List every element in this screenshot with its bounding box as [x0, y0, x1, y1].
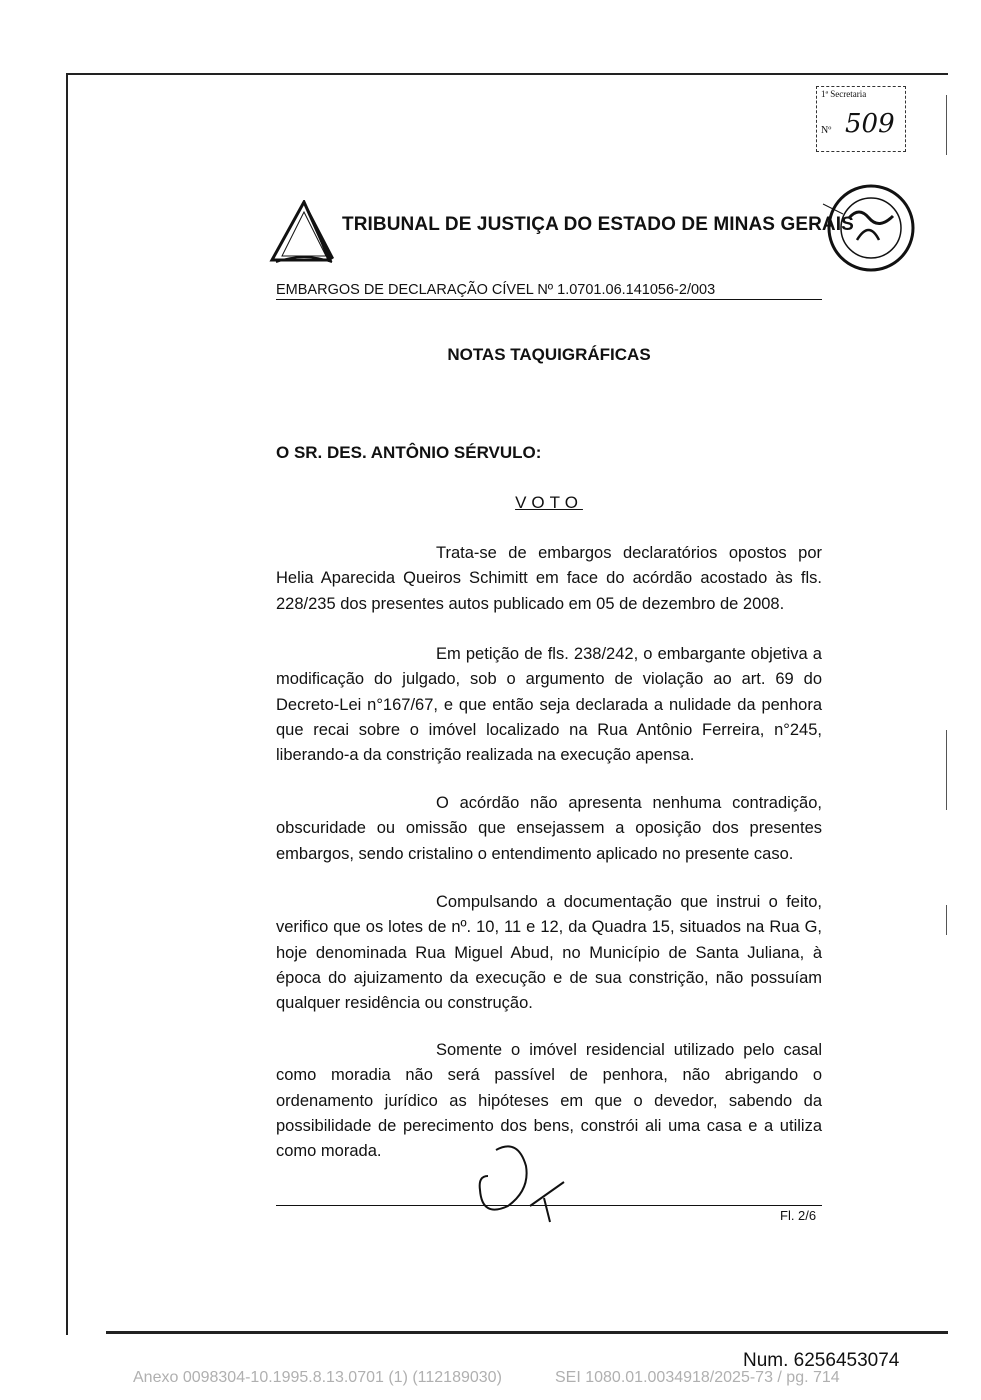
- scan-edge-mark: [946, 730, 947, 810]
- vote-title: VOTO: [515, 493, 583, 512]
- document-number: Num. 6256453074: [743, 1350, 900, 1371]
- section-title: NOTAS TAQUIGRÁFICAS: [447, 345, 651, 364]
- paragraph-4: Compulsando a documentação que instrui o feito, verifico que os lotes de nº. 10, 11 e 12, da Quadra 15, situados na Rua G, hoje denominada Rua Miguel Abud, no Município de Santa Juliana, à época do ajuizamento da execução e de sua constrição, não possuíam qualquer residência ou construção.: [276, 893, 822, 1013]
- handwritten-signature: [468, 1140, 568, 1225]
- court-seal-icon: [813, 184, 917, 272]
- footer-annex: Anexo 0098304-10.1995.8.13.0701 (1) (112189030): [133, 1369, 502, 1386]
- case-number-line: EMBARGOS DE DECLARAÇÃO CÍVEL Nº 1.0701.06.141056-2/003: [276, 282, 822, 300]
- page-frame-left: [66, 73, 68, 1335]
- paragraph-3: O acórdão não apresenta nenhuma contradição, obscuridade ou omissão que ensejassem a oposição dos presentes embargos, sendo cristalino o entendimento aplicado no presente caso.: [276, 794, 822, 863]
- scan-edge-mark: [946, 95, 947, 155]
- stamp-no-label: Nº: [821, 125, 832, 136]
- paragraph-1: Trata-se de embargos declaratórios opostos por Helia Aparecida Queiros Schimitt em face do acórdão acostado às fls. 228/235 dos presentes autos publicado em 05 de dezembro de 2008.: [276, 544, 822, 613]
- court-logo-icon: [268, 200, 338, 266]
- paragraph-2: Em petição de fls. 238/242, o embargante objetiva a modificação do julgado, sob o argumento de violação ao art. 69 do Decreto-Lei n°167/67, e que então seja declarada a nulidade da penhora que recai sobre o imóvel localizado na Rua Antônio Ferreira, n°245, liberando-a da constrição realizada na execução apensa.: [276, 645, 822, 765]
- speaker-heading: O SR. DES. ANTÔNIO SÉRVULO:: [276, 443, 542, 462]
- paragraph-5: Somente o imóvel residencial utilizado pelo casal como moradia não será passível de penhora, não abrigando o ordenamento jurídico as hipóteses em que o devedor, sabendo da possibilidade de perecimento dos bens, constrói ali uma casa e a utiliza como morada.: [276, 1041, 822, 1161]
- stamp-page-number: 509: [845, 109, 895, 139]
- folio-number: Fl. 2/6: [780, 1208, 817, 1223]
- footer-sei: SEI 1080.01.0034918/2025-73 / pg. 714: [555, 1369, 840, 1386]
- court-title: TRIBUNAL DE JUSTIÇA DO ESTADO DE MINAS GERAIS: [342, 214, 854, 235]
- page-number-stamp: [816, 86, 906, 152]
- stamp-header: 1ª Secretaria: [821, 89, 867, 99]
- page-frame-bottom: [106, 1331, 948, 1334]
- page-frame-top: [66, 73, 948, 75]
- scan-edge-mark: [946, 905, 947, 935]
- signature-line: [276, 1205, 822, 1206]
